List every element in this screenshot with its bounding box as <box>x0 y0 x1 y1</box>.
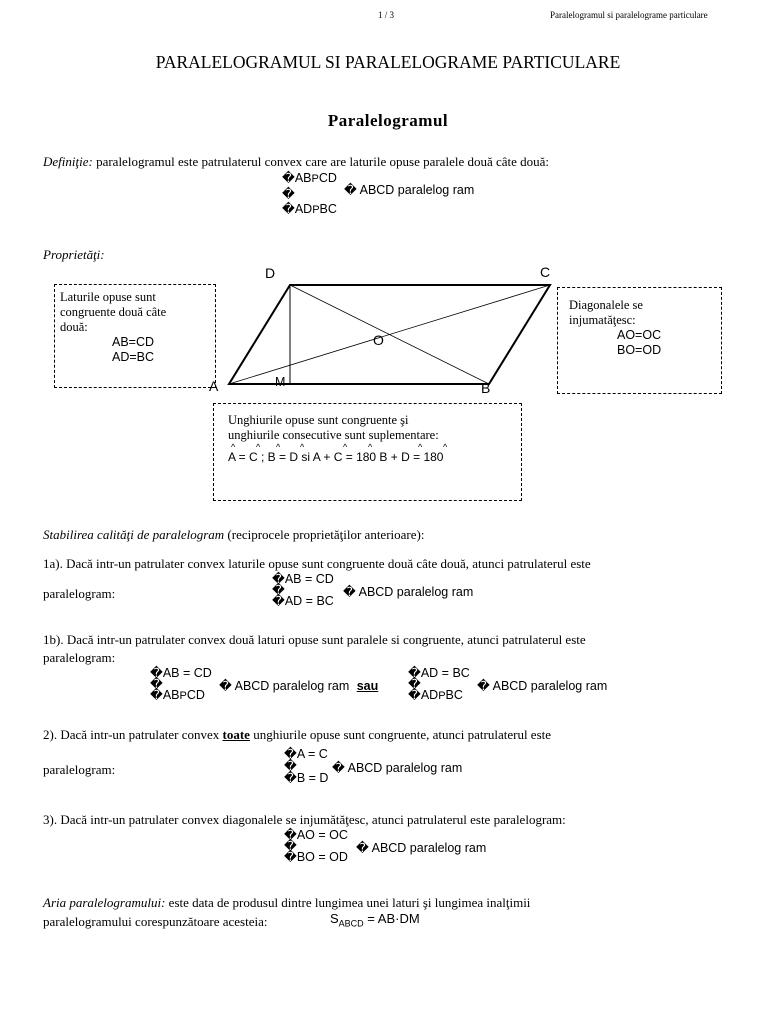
area-text-1: este data de produsul dintre lungimea unei laturi şi lungimea inalţimii <box>165 895 531 910</box>
brace-glyph: � <box>284 839 297 853</box>
brace-glyph: � <box>150 666 163 680</box>
hat-icon: ^ <box>231 442 236 452</box>
brace-glyph: � <box>282 202 295 216</box>
brace-glyph: � <box>408 688 421 702</box>
angles-property-text <box>228 413 518 443</box>
criterion-2-system <box>284 748 328 784</box>
definition-result-text: ABCD paralelog ram <box>359 183 475 197</box>
angles-formula <box>228 450 443 464</box>
text-line: două: <box>60 320 88 334</box>
brace-glyph: � <box>150 688 163 702</box>
hat-icon: ^ <box>368 442 373 452</box>
criteria-heading <box>43 527 424 543</box>
criterion-2-text <box>43 727 551 743</box>
implies-glyph: � <box>332 761 348 775</box>
area-formula <box>330 911 420 929</box>
hat-icon: ^ <box>256 442 261 452</box>
parallel-symbol: P <box>312 204 320 216</box>
parallel-symbol: P <box>438 690 446 702</box>
area-text <box>43 895 530 911</box>
equation: AO = OC <box>296 828 348 842</box>
criterion-1b-result-right <box>477 678 607 693</box>
result-text: ABCD paralelog ram <box>371 841 487 855</box>
result-text: ABCD paralelog ram <box>234 679 350 693</box>
def-line1b: CD <box>318 171 337 185</box>
text-line: injumatăţesc: <box>569 313 636 327</box>
criterion-2-text2: paralelogram: <box>43 762 116 777</box>
text-line: Diagonalele se <box>569 298 643 312</box>
implies-glyph: � <box>477 679 493 693</box>
brace-glyph: � <box>284 771 297 785</box>
page-title: PARALELOGRAMUL SI PARALELOGRAME PARTICULARE <box>155 52 621 72</box>
criteria-label-rest: (reciprocele proprietăţilor anterioare): <box>224 527 425 542</box>
parallel-symbol: P <box>311 173 319 185</box>
brace-glyph: � <box>282 187 295 201</box>
brace-glyph: � <box>150 677 163 691</box>
point-label-M: M <box>275 375 286 389</box>
angles-formula-text: A = C ; B = D si A + C = 180 B + D = 180 <box>228 450 444 464</box>
toate-word: toate <box>222 727 250 742</box>
sau-word: sau <box>356 679 379 693</box>
implies-glyph: � <box>356 841 372 855</box>
definition-text: paralelogramul este patrulaterul convex care are laturile opuse paralele două câte două: <box>92 154 550 169</box>
text-part: unghiurile opuse sunt congruente, atunci patrulaterul este <box>249 727 552 742</box>
equation: AB <box>162 688 180 702</box>
brace-glyph: � <box>284 828 297 842</box>
equation: CD <box>186 688 205 702</box>
brace-glyph: � <box>272 583 285 597</box>
text-line: Unghiurile opuse sunt congruente şi <box>228 413 409 427</box>
equation: AB = CD <box>284 572 334 586</box>
text-line: congruente două câte <box>60 305 167 319</box>
section-title: Paralelogramul <box>327 111 449 130</box>
area-symbol: S <box>330 911 339 926</box>
criterion-1b-text2: paralelogram: <box>43 650 116 665</box>
hat-icon: ^ <box>300 442 305 452</box>
brace-glyph: � <box>284 747 297 761</box>
hat-icon: ^ <box>276 442 281 452</box>
running-title: Paralelogramul si paralelograme particulare <box>550 10 708 20</box>
point-label-O: O <box>373 332 384 348</box>
brace-glyph: � <box>272 594 285 608</box>
equation: AD <box>420 688 439 702</box>
equation: AB=CD <box>112 335 155 349</box>
text-line: Laturile opuse sunt <box>60 290 156 304</box>
area-rhs: = AB·DM <box>363 911 420 926</box>
equation: BC <box>445 688 463 702</box>
parallel-symbol: P <box>179 690 187 702</box>
point-label-D: D <box>265 265 276 281</box>
parallelogram-figure <box>0 0 768 420</box>
hat-icon: ^ <box>343 442 348 452</box>
hat-icon: ^ <box>443 442 448 452</box>
criterion-1b-system-left <box>150 668 212 702</box>
implies-glyph: � <box>219 679 235 693</box>
brace-glyph: � <box>282 171 295 185</box>
equation: AD = BC <box>420 666 470 680</box>
point-label-C: C <box>540 264 551 280</box>
area-text-2: paralelogramului corespunzătoare acesteia: <box>43 914 268 929</box>
criteria-label: Stabilirea calităţi de paralelogram <box>43 527 225 542</box>
brace-glyph: � <box>284 759 297 773</box>
result-text: ABCD paralelog ram <box>492 679 608 693</box>
criterion-1a-result <box>343 584 473 599</box>
text-part: 2). Dacă intr-un patrulater convex <box>43 727 223 742</box>
definition-label: Definiţie: <box>43 154 93 169</box>
criterion-1b-system-right <box>408 668 470 702</box>
diagonal-BD <box>290 285 489 384</box>
properties-label: Proprietăţi: <box>43 247 105 262</box>
brace-glyph: � <box>272 572 285 586</box>
def-line2b: BC <box>319 202 337 216</box>
brace-glyph: � <box>284 850 297 864</box>
criterion-1a-system <box>272 574 334 607</box>
area-subscript: ABCD <box>338 918 364 929</box>
equation: BO=OD <box>617 343 662 357</box>
def-line2: AD <box>294 202 313 216</box>
criterion-1b-text: 1b). Dacă intr-un patrulater convex două laturi opuse sunt paralele si congruente, atunci patrulaterul este <box>43 632 586 647</box>
criterion-3-system <box>284 830 348 863</box>
result-text: ABCD paralelog ram <box>358 585 474 599</box>
equation: BO = OD <box>296 850 348 864</box>
criterion-1a-text2: paralelogram: <box>43 586 116 601</box>
criterion-2-result <box>332 760 462 775</box>
criterion-1a-text: 1a). Dacă intr-un patrulater convex laturile opuse sunt congruente două câte două, atunci patrulaterul este <box>43 556 591 571</box>
equation: AD = BC <box>284 594 334 608</box>
criterion-3-result <box>356 840 486 855</box>
result-text: ABCD paralelog ram <box>347 761 463 775</box>
area-label: Aria paralelogramului: <box>43 895 166 910</box>
brace-glyph: � <box>408 677 421 691</box>
criterion-1b-result-left <box>219 678 378 693</box>
criterion-3-text: 3). Dacă intr-un patrulater convex diagonalele se injumătăţesc, atunci patrulaterul este paralelogram: <box>43 812 566 827</box>
implies-glyph: � <box>343 585 359 599</box>
equation: AO=OC <box>617 328 662 342</box>
def-line1: AB <box>294 171 312 185</box>
equation: AB = CD <box>162 666 212 680</box>
equation: A = C <box>296 747 328 761</box>
equation: AD=BC <box>112 350 155 364</box>
brace-glyph: � <box>408 666 421 680</box>
implies-glyph: � <box>344 183 360 197</box>
point-label-A: A <box>209 378 219 394</box>
point-label-B: B <box>481 380 491 396</box>
page-number: 1 / 3 <box>378 10 395 20</box>
equation: B = D <box>296 771 329 785</box>
text-line: unghiurile consecutive sunt suplementare: <box>228 428 439 442</box>
hat-icon: ^ <box>418 442 423 452</box>
